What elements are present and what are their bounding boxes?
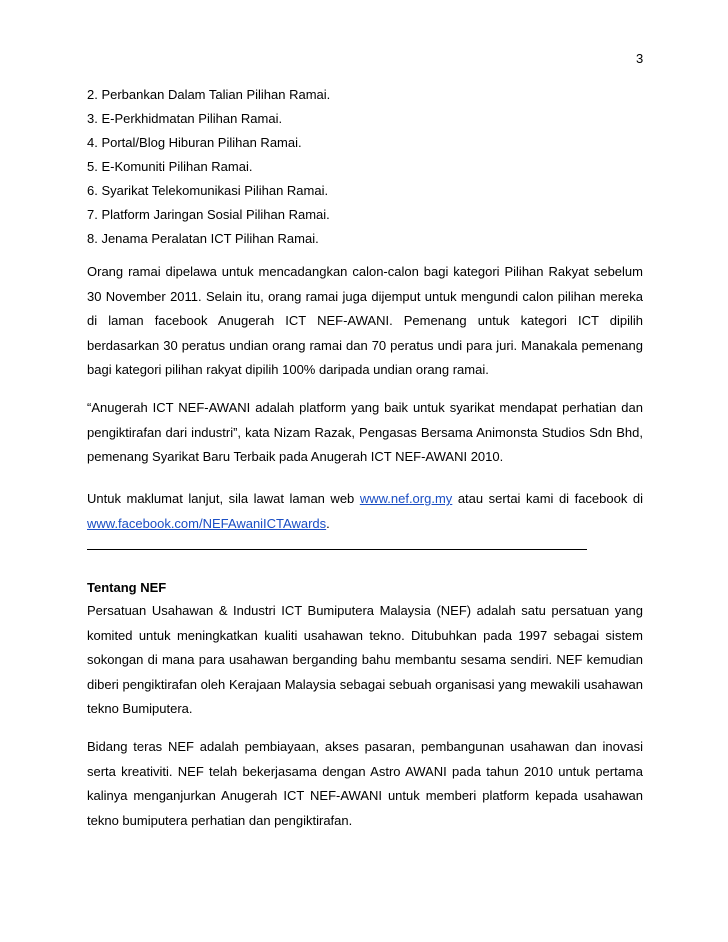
list-item: 7. Platform Jaringan Sosial Pilihan Ramai. [87, 207, 330, 222]
list-item: 4. Portal/Blog Hiburan Pilihan Ramai. [87, 135, 302, 150]
list-item: 5. E-Komuniti Pilihan Ramai. [87, 159, 253, 174]
voting-paragraph: Orang ramai dipelawa untuk mencadangkan calon-calon bagi kategori Pilihan Rakyat sebelum 30 November 2011. Selain itu, orang ramai juga dijemput untuk mengundi calon pilihan mereka di laman facebook Anugerah ICT NEF-AWANI. Pemenang untuk kategori ICT dipilih berdasarkan 30 peratus undian orang ramai dan 70 peratus undi para juri. Manakala pemenang bagi kategori pilihan rakyat dipilih 100% daripada undian orang ramai. [87, 264, 643, 378]
core-areas-paragraph: Bidang teras NEF adalah pembiayaan, akses pasaran, pembangunan usahawan dan inovasi serta kreativiti. NEF telah bekerjasama dengan Astro AWANI pada tahun 2010 untuk pertama kalinya menganjurkan Anugerah ICT NEF-AWANI untuk memberi platform kepada usahawan tekno bumiputera perhatian dan pengiktirafan. [87, 739, 643, 828]
list-item: 6. Syarikat Telekomunikasi Pilihan Ramai. [87, 183, 329, 198]
list-item: 3. E-Perkhidmatan Pilihan Ramai. [87, 111, 283, 126]
nef-website-link[interactable]: www.nef.org.my [359, 491, 453, 506]
info-text-after: . [326, 515, 330, 531]
category-list [87, 83, 647, 251]
info-text-middle: atau sertai kami di facebook di [452, 491, 643, 506]
facebook-link[interactable]: www.facebook.com/NEFAwaniICTAwards [87, 515, 327, 531]
quote-paragraph: “Anugerah ICT NEF-AWANI adalah platform yang baik untuk syarikat mendapat perhatian dan pengiktirafan dari industri”, kata Nizam Razak, Pengasas Bersama Animonsta Studios Sdn Bhd, pemenang Syarikat Baru Terbaik pada Anugerah ICT NEF-AWANI 2010. [87, 400, 643, 465]
section-heading: Tentang NEF [87, 580, 167, 595]
about-nef-paragraph: Persatuan Usahawan & Industri ICT Bumiputera Malaysia (NEF) adalah satu persatuan yang komited untuk meningkatkan kualiti usahawan tekno. Ditubuhkan pada 1997 sebagai sistem sokongan di mana para usahawan berganding bahu membantu sesama sendiri. NEF kemudian diberi pengiktirafan oleh Kerajaan Malaysia sebagai sebuah organisasi yang mewakili usahawan tekno Bumiputera. [87, 603, 643, 717]
info-text-before: Untuk maklumat lanjut, sila lawat laman web [87, 491, 360, 506]
info-paragraph [87, 487, 643, 536]
list-item: 8. Jenama Peralatan ICT Pilihan Ramai. [87, 231, 319, 246]
list-item: 2. Perbankan Dalam Talian Pilihan Ramai. [87, 87, 331, 102]
section-divider [87, 549, 587, 550]
page-number: 3 [636, 51, 644, 66]
